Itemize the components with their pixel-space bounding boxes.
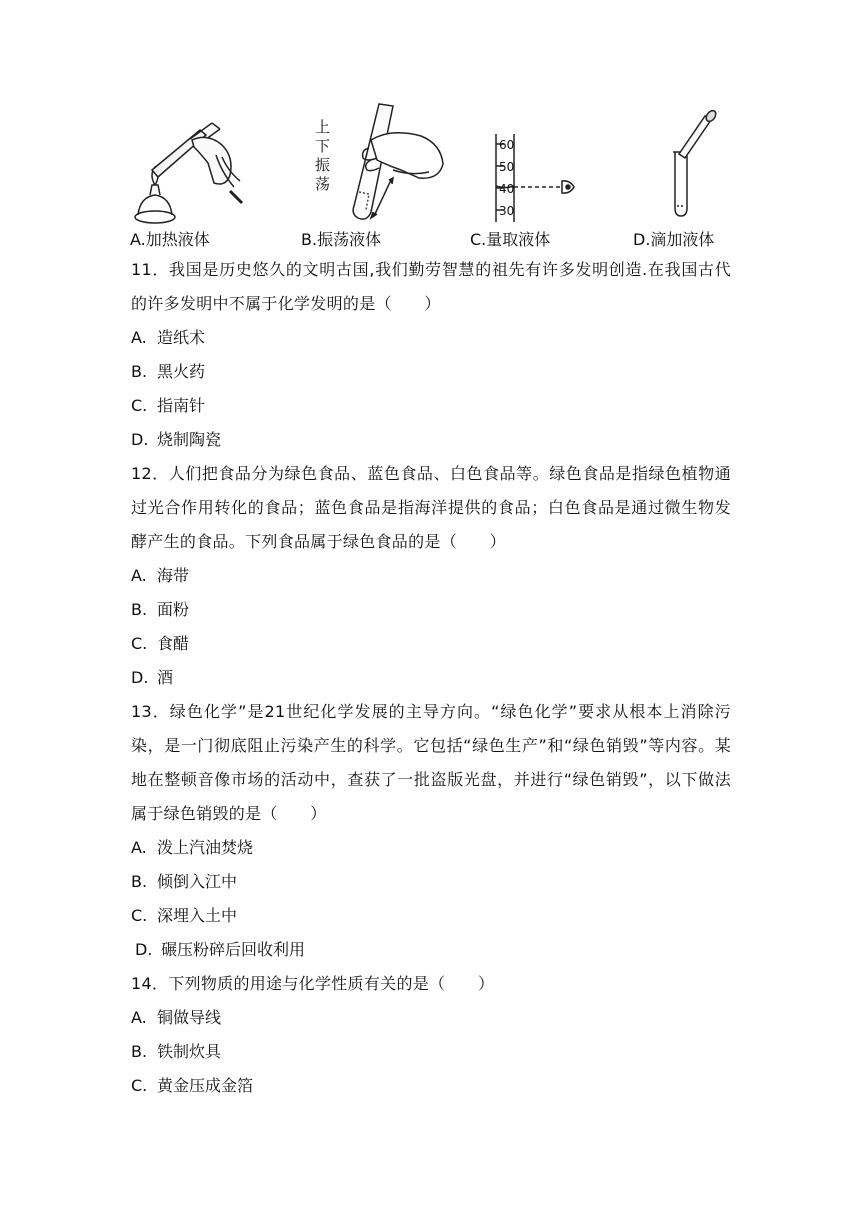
- option-b: B. 面粉: [131, 600, 190, 619]
- question-list: [131, 253, 731, 1103]
- experiment-figures: [125, 100, 735, 250]
- option-a: A. 铜做导线: [131, 1008, 222, 1027]
- figure-dropping-liquid: [665, 110, 725, 220]
- option-b: B. 倾倒入江中: [131, 872, 238, 891]
- question-11: [131, 253, 731, 457]
- question-stem: 11．我国是历史悠久的文明古国,我们勤劳智慧的祖先有许多发明创造.在我国古代的许多发明中不属于化学发明的是（ ）: [131, 260, 731, 313]
- question-14: [131, 967, 731, 1103]
- option-b: B. 铁制炊具: [131, 1042, 222, 1061]
- option-c: C. 深埋入土中: [131, 906, 238, 925]
- option-c: C. 黄金压成金箔: [131, 1076, 254, 1095]
- caption-a: A.加热液体: [130, 230, 210, 249]
- option-d: D. 酒: [131, 668, 174, 687]
- question-12: [131, 457, 731, 695]
- option-b: B. 黑火药: [131, 362, 206, 381]
- shake-label: 上 下 振 荡: [315, 118, 331, 193]
- option-a: A. 海带: [131, 566, 190, 585]
- figure-measuring-liquid: [490, 130, 590, 226]
- option-c: C. 指南针: [131, 396, 206, 415]
- option-d: D. 碾压粉碎后回收利用: [135, 940, 306, 959]
- cylinder-scale: 60 50 40 30: [499, 138, 515, 218]
- question-stem: 14．下列物质的用途与化学性质有关的是（ ）: [131, 974, 495, 993]
- question-stem: 13．绿色化学”是21世纪化学发展的主导方向。“绿色化学”要求从根本上消除污染，是一门彻底阻止污染产生的科学。它包括“绿色生产”和“绿色销毁”等内容。某地在整顿音像市场的活动中，查获了一批盗版光盘，并进行“绿色销毁”，以下做法属于绿色销毁的是（ ）: [131, 702, 731, 823]
- question-13: [131, 695, 731, 967]
- figure-heating-liquid: [130, 115, 250, 225]
- caption-b: B.振荡液体: [301, 230, 382, 249]
- option-a: A. 造纸术: [131, 328, 206, 347]
- question-stem: 12．人们把食品分为绿色食品、蓝色食品、白色食品等。绿色食品是指绿色植物通过光合作用转化的食品；蓝色食品是指海洋提供的食品；白色食品是通过微生物发酵产生的食品。下列食品属于绿色食品的是（ ）: [131, 464, 731, 551]
- option-c: C. 食醋: [131, 634, 190, 653]
- option-d: D. 烧制陶瓷: [131, 430, 222, 449]
- caption-d: D.滴加液体: [633, 230, 715, 249]
- caption-c: C.量取液体: [470, 230, 551, 249]
- option-a: A. 泼上汽油焚烧: [131, 838, 254, 857]
